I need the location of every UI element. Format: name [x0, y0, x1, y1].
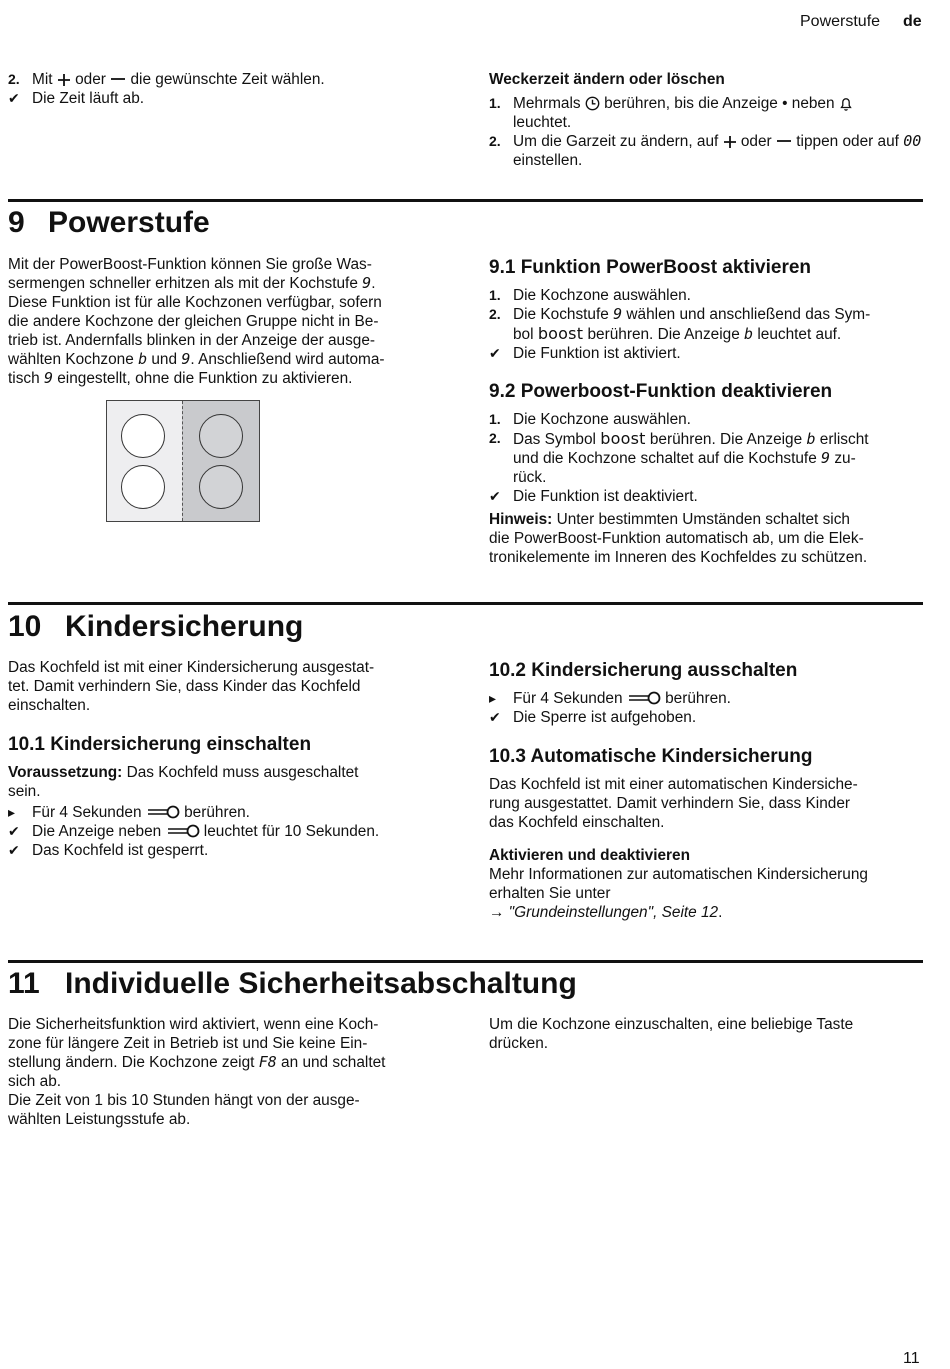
section-9-heading — [8, 205, 210, 241]
boost-symbol: boost — [600, 429, 646, 448]
step-1-select-zone: 1. Die Kochzone auswählen. — [489, 287, 691, 304]
note: Hinweis: Unter bestimmten Umständen schaltet sich — [489, 511, 850, 528]
running-header-language: de — [903, 13, 922, 30]
prerequisite: Voraussetzung: Das Kochfeld muss ausgeschaltet — [8, 764, 359, 781]
section-9-right-column: 9.1 Funktion PowerBoost aktivieren 1. Die Kochzone auswählen. 2. Die Kochstufe 9 wählen und anschließend das Sym- bol boost berühren. Die Anzeige b leuchtet auf. ✔ Die Funktion ist aktiviert. 9.2 Powerboost-Funktion deaktivieren 1. Die Kochzone auswählen. 2. Das Symbol boost berühren. Die Anzeige b erlischt und die Kochzone schaltet auf die Kochstufe 9 zu- rück. ✔ Die Funktion ist deaktiviert. Hinweis: Unter bestimmten Umständen schaltet sich die PowerBoost-Funktion automatisch ab, um die Elek- tronikelemente im Inneren des Kochfeldes zu schützen. — [489, 256, 929, 567]
step-1-select-zone: 1. Die Kochzone auswählen. — [489, 411, 691, 428]
step-number: 1. — [489, 95, 501, 111]
action-touch-lock: ▸ Für 4 Sekunden berühren. — [8, 804, 250, 821]
checkmark-icon: ✔ — [489, 488, 501, 504]
section-11-right-column: Um die Kochzone einzuschalten, eine beliebige Taste drücken. — [489, 1016, 854, 1052]
cooking-level-9: 9 — [821, 449, 831, 467]
checkmark-icon: ✔ — [8, 842, 20, 858]
running-header-title: Powerstufe — [800, 13, 881, 30]
key-lock-icon — [627, 690, 661, 706]
result-hob-locked: ✔ Das Kochfeld ist gesperrt. — [8, 842, 209, 859]
boost-indicator-b: b — [806, 430, 816, 448]
result-function-activated: ✔ Die Funktion ist aktiviert. — [489, 345, 681, 362]
cooking-zone — [199, 414, 243, 458]
triangle-bullet-icon: ▸ — [489, 690, 497, 706]
subsection-10-1-title: 10.1 Kindersicherung einschalten — [8, 734, 312, 755]
section-11-left-column: Die Sicherheitsfunktion wird aktiviert, wenn eine Koch- zone für längere Zeit in Betrieb ist und Sie keine Ein- stellung ändern. Die Kochzone zeigt F8 an und schaltet sich ab. Die Zeit von 1 bis 10 Stunden hängt von der ausge- wählten Leistungsstufe ab. — [8, 1016, 386, 1128]
section-number: 11 — [8, 967, 40, 1000]
minus-icon — [110, 73, 126, 87]
hob-zones-figure — [106, 400, 260, 522]
page-number: 11 — [903, 1350, 920, 1367]
result-lock-released: ✔ Die Sperre ist aufgehoben. — [489, 709, 697, 726]
key-lock-icon — [166, 823, 200, 839]
step-number: 1. — [489, 287, 501, 303]
result-time-running: ✔ Die Zeit läuft ab. — [8, 90, 145, 107]
section-title: Kindersicherung — [65, 610, 304, 643]
step-number: 2. — [489, 133, 501, 149]
step-number: 2. — [8, 71, 20, 87]
clock-icon — [585, 96, 600, 111]
display-code-00: 00 — [903, 132, 922, 150]
section-divider — [8, 960, 923, 963]
cross-reference: → "Grundeinstellungen", Seite 12. — [489, 904, 723, 921]
section-number: 10 — [8, 610, 42, 643]
section-11-heading — [8, 966, 577, 1002]
plus-icon — [57, 73, 71, 87]
cooking-level-9: 9 — [613, 305, 623, 323]
triangle-bullet-icon: ▸ — [8, 804, 16, 820]
timer-change-heading: Weckerzeit ändern oder löschen — [489, 71, 725, 88]
boost-symbol: boost — [537, 324, 584, 343]
step-2-select-time: 2. Mit oder die gewünschte Zeit wählen. — [8, 71, 325, 88]
display-code-f8: F8 — [258, 1053, 277, 1071]
cooking-zone — [121, 414, 165, 458]
subsection-9-1-title: 9.1 Funktion PowerBoost aktivieren — [489, 257, 812, 278]
arrow-right-icon: → — [489, 904, 505, 921]
section-title: Powerstufe — [48, 206, 210, 239]
section-divider — [8, 602, 923, 605]
checkmark-icon: ✔ — [8, 823, 20, 839]
section-10-heading — [8, 609, 303, 645]
checkmark-icon: ✔ — [489, 709, 501, 725]
cooking-level-9: 9 — [43, 369, 53, 387]
step-2-change-cook-time: 2. Um die Garzeit zu ändern, auf oder tippen oder auf 00 einstellen. — [489, 132, 922, 169]
key-lock-icon — [146, 804, 180, 820]
hob-group-right-highlighted — [182, 401, 259, 521]
step-number: 2. — [489, 430, 501, 446]
plus-icon — [723, 135, 737, 149]
step-number: 1. — [489, 411, 501, 427]
top-left-column — [8, 70, 448, 108]
subsection-10-2-title: 10.2 Kindersicherung ausschalten — [489, 660, 798, 681]
step-1-touch-timer: 1. Mehrmals berühren, bis die Anzeige • neben leuchtet. — [489, 94, 929, 132]
section-9-intro: Mit der PowerBoost-Funktion können Sie große Was- sermengen schneller erhitzen als mit der Kochstufe 9. Diese Funktion ist für alle Kochzonen verfügbar, sofern die andere Kochzone der gleichen Gruppe nicht in Be- trieb ist. Andernfalls blinken in der Anzeige der ausge- wählten Kochzone b und 9. Anschließend wird automa- tisch 9 eingestellt, ohne die Funktion zu aktivieren. — [8, 256, 385, 387]
subsection-9-2-title: 9.2 Powerboost-Funktion deaktivieren — [489, 381, 833, 402]
step-2-touch-boost: 2. Das Symbol boost berühren. Die Anzeige b erlischt und die Kochzone schaltet auf die Kochstufe 9 zu- rück. — [489, 429, 869, 486]
step-2-select-boost: 2. Die Kochstufe 9 wählen und anschließend das Sym- bol boost berühren. Die Anzeige b leuchtet auf. — [489, 305, 871, 343]
top-right-column — [489, 70, 929, 170]
result-function-deactivated: ✔ Die Funktion ist deaktiviert. — [489, 488, 698, 505]
boost-indicator-b: b — [744, 325, 754, 343]
result-display-lights: ✔ Die Anzeige neben leuchtet für 10 Sekunden. — [8, 823, 380, 840]
section-10-left-column: Das Kochfeld ist mit einer Kindersicherung ausgestat- tet. Damit verhindern Sie, dass Kinder das Kochfeld einschalten. 10.1 Kindersicherung einschalten Voraussetzung: Das Kochfeld muss ausgeschaltet sein. ▸ Für 4 Sekunden berühren. ✔ Die Anzeige neben leuchtet für 10 Sekunden. ✔ Das Kochfeld ist gesperrt. — [8, 658, 448, 860]
activate-deactivate-heading: Aktivieren und deaktivieren — [489, 847, 691, 864]
checkmark-icon: ✔ — [8, 90, 20, 106]
section-number: 9 — [8, 206, 25, 239]
section-divider — [8, 199, 923, 202]
section-title: Individuelle Sicherheitsabschaltung — [65, 967, 577, 1000]
cooking-zone — [199, 465, 243, 509]
cross-reference-link[interactable]: "Grundeinstellungen", Seite 12 — [508, 904, 719, 921]
cooking-level-9: 9 — [362, 274, 372, 292]
cooking-level-9: 9 — [181, 350, 191, 368]
hob-group-left — [107, 401, 182, 521]
checkmark-icon: ✔ — [489, 345, 501, 361]
section-10-right-column: 10.2 Kindersicherung ausschalten ▸ Für 4 Sekunden berühren. ✔ Die Sperre ist aufgehoben. 10.3 Automatische Kindersicherung Das Kochfeld ist mit einer automatischen Kindersiche- rung ausgestattet. Damit verhindern Sie, dass Kinder das Kochfeld einschalten. Aktivieren und deaktivieren Mehr Informationen zur automatischen Kindersicherung erhalten Sie unter → "Grundeinstellungen", Seite 12. — [489, 659, 929, 922]
boost-indicator-b: b — [138, 350, 148, 368]
cooking-zone — [121, 465, 165, 509]
bell-icon — [839, 96, 853, 111]
subsection-10-3-title: 10.3 Automatische Kindersicherung — [489, 746, 813, 767]
minus-icon — [776, 135, 792, 149]
step-number: 2. — [489, 306, 501, 322]
action-touch-lock: ▸ Für 4 Sekunden berühren. — [489, 690, 731, 707]
